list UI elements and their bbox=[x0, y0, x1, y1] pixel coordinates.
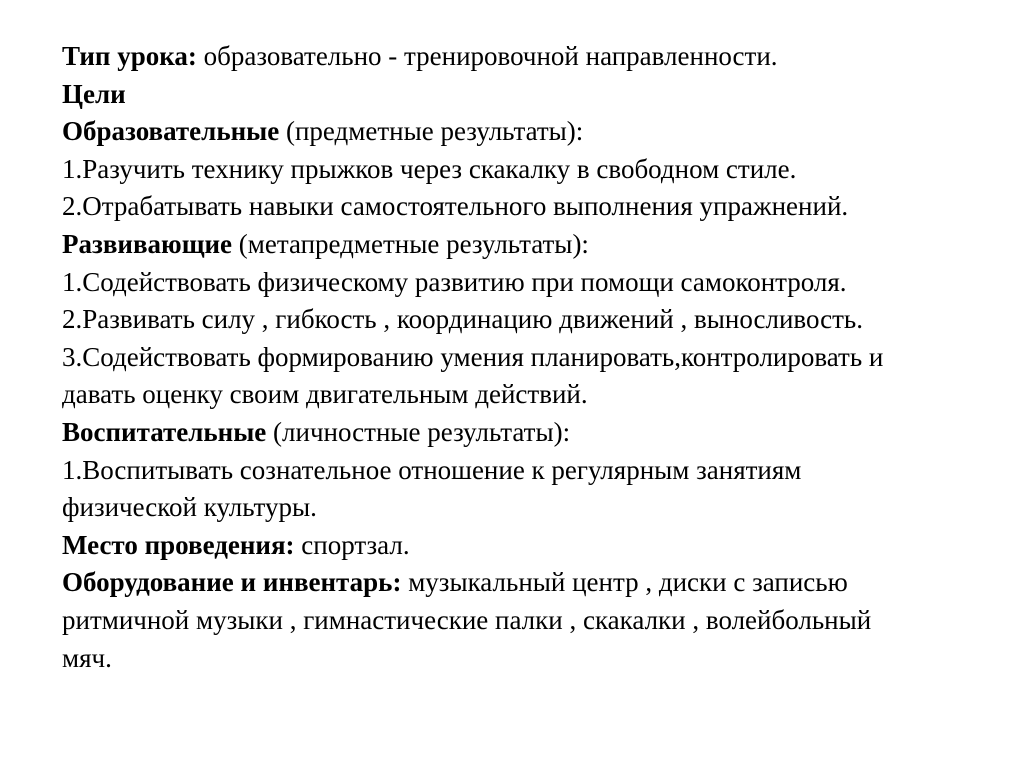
equipment-line-1 bbox=[62, 564, 1012, 602]
educational-label: Образовательные bbox=[62, 116, 280, 147]
equipment-value-1: музыкальный центр , диски с записью bbox=[401, 567, 848, 598]
educational-item-2: 2.Отрабатывать навыки самостоятельного выполнения упражнений. bbox=[62, 191, 849, 222]
educational-heading-line bbox=[62, 113, 1012, 151]
upbringing-note: (личностные результаты): bbox=[266, 416, 571, 447]
developmental-note: (метапредметные результаты): bbox=[232, 228, 589, 259]
lesson-type-line bbox=[62, 38, 1012, 76]
lesson-type-value: образовательно - тренировочной направленности. bbox=[196, 41, 778, 71]
lesson-plan-text bbox=[62, 38, 1012, 677]
developmental-heading-line bbox=[62, 226, 1012, 264]
goals-heading: Цели bbox=[62, 78, 126, 109]
venue-line bbox=[62, 527, 1012, 565]
equipment-label: Оборудование и инвентарь: bbox=[62, 567, 402, 598]
developmental-item-3-line-1: 3.Содействовать формированию умения планировать,контролировать и bbox=[62, 341, 884, 372]
developmental-label: Развивающие bbox=[62, 228, 233, 259]
developmental-item-3-line-2: давать оценку своим двигательным действий. bbox=[62, 379, 588, 410]
upbringing-item-1-line-1: 1.Воспитывать сознательное отношение к регулярным занятиям bbox=[62, 454, 802, 485]
developmental-item-1: 1.Содействовать физическому развитию при помощи самоконтроля. bbox=[62, 266, 847, 297]
equipment-line-3: мяч. bbox=[62, 642, 112, 673]
educational-item-1: 1.Разучить технику прыжков через скакалку в свободном стиле. bbox=[62, 153, 797, 184]
developmental-item-2: 2.Развивать силу , гибкость , координацию движений , выносливость. bbox=[62, 304, 863, 335]
educational-note: (предметные результаты): bbox=[279, 116, 584, 147]
equipment-line-2: ритмичной музыки , гимнастические палки , скакалки , волейбольный bbox=[62, 604, 872, 635]
goals-heading-line bbox=[62, 76, 1012, 114]
lesson-type-label: Тип урока: bbox=[62, 41, 197, 71]
venue-label: Место проведения: bbox=[62, 529, 295, 560]
upbringing-label: Воспитательные bbox=[62, 416, 267, 447]
venue-value: спортзал. bbox=[294, 529, 410, 560]
upbringing-item-1-line-2: физической культуры. bbox=[62, 492, 317, 523]
upbringing-heading-line bbox=[62, 414, 1012, 452]
